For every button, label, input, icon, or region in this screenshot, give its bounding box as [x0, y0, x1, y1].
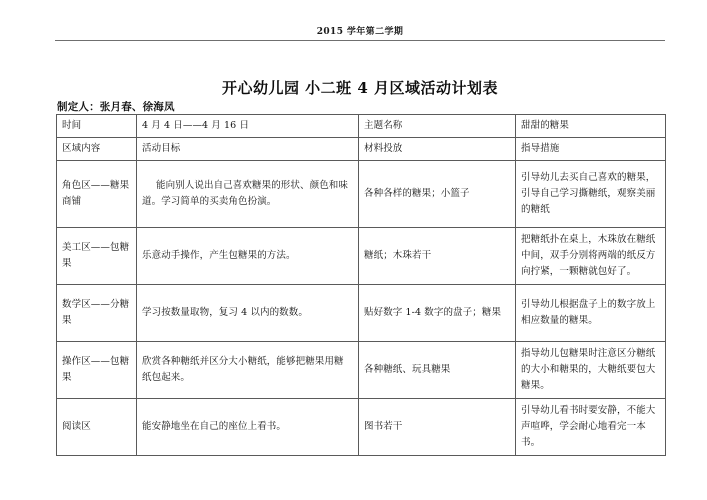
column-header-goal: 活动目标 — [137, 138, 359, 161]
cell-goal: 能向别人说出自己喜欢糖果的形状、颜色和味道。学习简单的买卖角色扮演。 — [137, 161, 359, 228]
cell-goal: 乐意动手操作，产生包糖果的方法。 — [137, 228, 359, 285]
theme-label-cell: 主题名称 — [359, 115, 516, 138]
cell-area: 数学区——分糖果 — [57, 285, 137, 342]
cell-goal: 学习按数量取物，复习 4 以内的数数。 — [137, 285, 359, 342]
table-row — [57, 342, 666, 399]
column-header-materials: 材料投放 — [359, 138, 516, 161]
page-title: 开心幼儿园 小二班 4 月区域活动计划表 — [221, 79, 499, 97]
cell-materials: 各种糖纸、玩具糖果 — [359, 342, 516, 399]
cell-goal: 能安静地坐在自己的座位上看书。 — [137, 399, 359, 456]
cell-goal: 欣赏各种糖纸并区分大小糖纸，能够把糖果用糖纸包起来。 — [137, 342, 359, 399]
cell-materials: 各种各样的糖果；小篮子 — [359, 161, 516, 228]
cell-guidance: 把糖纸扑在桌上，木珠放在糖纸中间，双手分别将两端的纸反方向拧紧，一颗糖就包好了。 — [516, 228, 666, 285]
author-line: 制定人：张月春、徐海凤 — [57, 101, 175, 113]
cell-materials: 糖纸；木珠若干 — [359, 228, 516, 285]
cell-guidance: 引导幼儿根据盘子上的数字放上相应数量的糖果。 — [516, 285, 666, 342]
time-label-cell: 时间 — [57, 115, 137, 138]
table-header-row — [57, 138, 666, 161]
time-value-cell: 4 月 4 日——4 月 16 日 — [137, 115, 359, 138]
column-header-guidance: 指导措施 — [516, 138, 666, 161]
cell-area: 角色区——糖果商铺 — [57, 161, 137, 228]
column-header-area: 区域内容 — [57, 138, 137, 161]
table-row-info — [57, 115, 666, 138]
cell-guidance: 引导幼儿看书时要安静，不能大声喧哗，学会耐心地看完一本书。 — [516, 399, 666, 456]
cell-materials: 贴好数字 1-4 数字的盘子；糖果 — [359, 285, 516, 342]
running-header-text: 2015 学年第二学期 — [316, 27, 404, 37]
theme-value-cell: 甜甜的糖果 — [516, 115, 666, 138]
header-divider — [55, 40, 665, 41]
activity-plan-table — [56, 114, 666, 456]
table-row — [57, 399, 666, 456]
table-row — [57, 285, 666, 342]
cell-area: 操作区——包糖果 — [57, 342, 137, 399]
cell-area: 美工区——包糖果 — [57, 228, 137, 285]
cell-materials: 图书若干 — [359, 399, 516, 456]
cell-guidance: 引导幼儿去买自己喜欢的糖果，引导自己学习撕糖纸，观察美丽的糖纸 — [516, 161, 666, 228]
table-row — [57, 161, 666, 228]
cell-area: 阅读区 — [57, 399, 137, 456]
cell-guidance: 指导幼儿包糖果时注意区分糖纸的大小和糖果的，大糖纸要包大糖果。 — [516, 342, 666, 399]
running-header — [55, 26, 665, 41]
table-row — [57, 228, 666, 285]
